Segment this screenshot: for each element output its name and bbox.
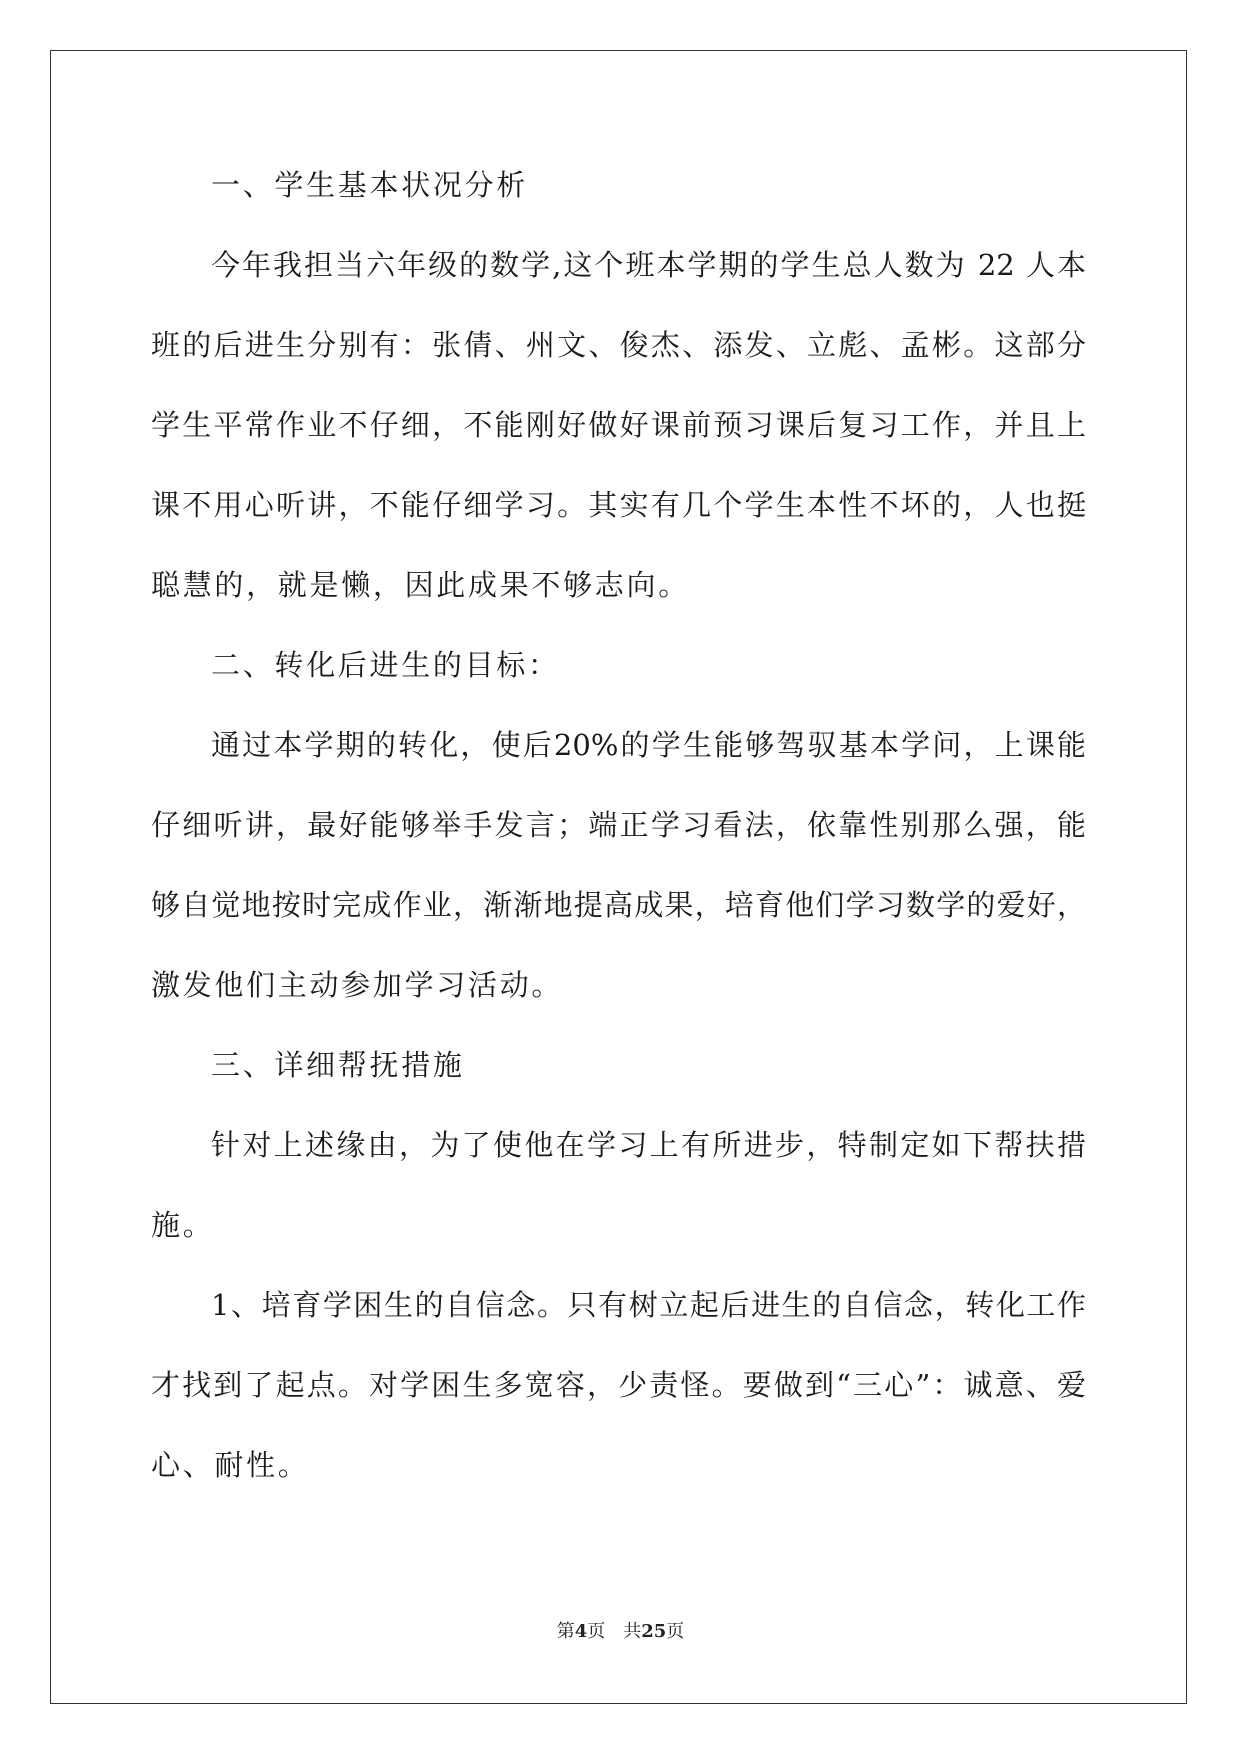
- text-line: 针对上述缘由，为了使他在学习上有所进步，特制定如下帮扶措: [211, 1128, 1086, 1162]
- text-line: 二、转化后进生的目标：: [211, 648, 560, 682]
- text-line: 激发他们主动参加学习活动。: [151, 968, 564, 1002]
- text-line: 课不用心听讲，不能仔细学习。其实有几个学生本性不坏的，人也挺: [151, 488, 1086, 522]
- footer-prefix: 第: [556, 1621, 575, 1642]
- total-page-count: 25: [641, 1621, 667, 1642]
- text-line: 聪慧的，就是懒，因此成果不够志向。: [151, 568, 690, 602]
- text-line: 才找到了起点。对学困生多宽容，少责怪。要做到“三心”：诚意、爱: [151, 1368, 1086, 1402]
- page-footer: [0, 1620, 1241, 1644]
- text-line: 班的后进生分别有：张倩、州文、俊杰、添发、立彪、孟彬。这部分: [151, 328, 1086, 362]
- text-line: 通过本学期的转化，使后20%的学生能够驾驭基本学问，上课能: [211, 728, 1086, 762]
- text-line: 仔细听讲，最好能够举手发言；端正学习看法，依靠性别那么强，能: [151, 808, 1086, 842]
- text-line: 今年我担当六年级的数学,这个班本学期的学生总人数为 22 人本: [211, 248, 1086, 282]
- text-line: 一、学生基本状况分析: [211, 168, 529, 202]
- footer-total-prefix: 共: [623, 1621, 642, 1642]
- document-body: [151, 165, 1086, 1485]
- text-line: 1、培育学困生的自信念。只有树立起后进生的自信念，转化工作: [211, 1288, 1086, 1322]
- text-line: 心、耐性。: [151, 1448, 310, 1482]
- text-line: 三、详细帮抚措施: [211, 1048, 465, 1082]
- text-line: 学生平常作业不仔细，不能刚好做好课前预习课后复习工作，并且上: [151, 408, 1086, 442]
- text-line: 施。: [151, 1208, 215, 1242]
- text-line: 够自觉地按时完成作业，渐渐地提高成果，培育他们学习数学的爱好，: [151, 888, 1086, 922]
- current-page-number: 4: [574, 1621, 588, 1642]
- footer-page-suffix: 页: [587, 1621, 606, 1642]
- footer-total-suffix: 页: [666, 1621, 685, 1642]
